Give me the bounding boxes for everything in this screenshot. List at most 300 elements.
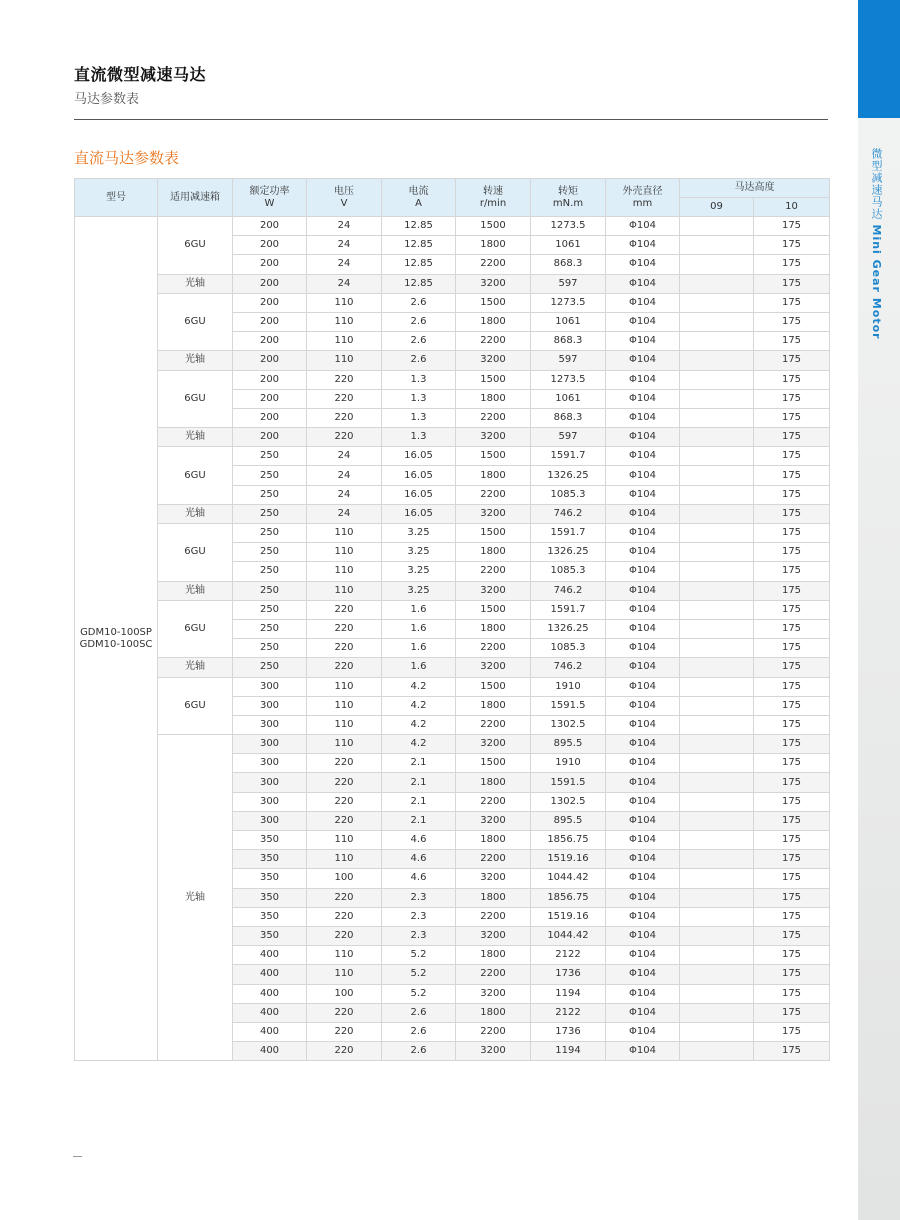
power-cell: 250 [233, 524, 307, 543]
power-cell: 250 [233, 447, 307, 466]
voltage-cell: 220 [307, 389, 382, 408]
voltage-cell: 110 [307, 581, 382, 600]
voltage-cell: 220 [307, 408, 382, 427]
speed-cell: 3200 [456, 1042, 531, 1061]
speed-cell: 1500 [456, 677, 531, 696]
h10-cell: 175 [754, 332, 830, 351]
power-cell: 250 [233, 466, 307, 485]
side-tab [858, 0, 900, 1220]
col-header-diameter [606, 179, 680, 217]
torque-cell: 597 [531, 428, 606, 447]
h10-cell: 175 [754, 696, 830, 715]
power-cell: 350 [233, 831, 307, 850]
current-cell: 16.05 [382, 504, 456, 523]
current-cell: 5.2 [382, 946, 456, 965]
torque-cell: 895.5 [531, 811, 606, 830]
table-row [75, 370, 830, 389]
col-header-speed-unit: r/min [479, 197, 507, 209]
diameter-cell: Φ104 [606, 504, 680, 523]
h10-cell: 175 [754, 447, 830, 466]
gearbox-cell: 6GU [158, 217, 233, 275]
power-cell: 300 [233, 754, 307, 773]
current-cell: 2.3 [382, 888, 456, 907]
table-row [75, 600, 830, 619]
h10-cell: 175 [754, 1042, 830, 1061]
voltage-cell: 110 [307, 332, 382, 351]
diameter-cell: Φ104 [606, 274, 680, 293]
power-cell: 350 [233, 907, 307, 926]
current-cell: 16.05 [382, 485, 456, 504]
col-header-voltage [307, 179, 382, 217]
h09-cell [680, 1003, 754, 1022]
speed-cell: 1800 [456, 946, 531, 965]
voltage-cell: 220 [307, 773, 382, 792]
voltage-cell: 110 [307, 965, 382, 984]
current-cell: 4.2 [382, 715, 456, 734]
diameter-cell: Φ104 [606, 332, 680, 351]
speed-cell: 3200 [456, 581, 531, 600]
torque-cell: 1302.5 [531, 715, 606, 734]
gearbox-cell: 6GU [158, 370, 233, 428]
h09-cell [680, 466, 754, 485]
torque-cell: 1273.5 [531, 217, 606, 236]
current-cell: 4.2 [382, 677, 456, 696]
diameter-cell: Φ104 [606, 312, 680, 331]
torque-cell: 2122 [531, 1003, 606, 1022]
current-cell: 12.85 [382, 236, 456, 255]
power-cell: 200 [233, 370, 307, 389]
speed-cell: 2200 [456, 639, 531, 658]
voltage-cell: 110 [307, 524, 382, 543]
torque-cell: 868.3 [531, 255, 606, 274]
speed-cell: 1500 [456, 524, 531, 543]
voltage-cell: 110 [307, 696, 382, 715]
power-cell: 300 [233, 811, 307, 830]
power-cell: 300 [233, 715, 307, 734]
power-cell: 350 [233, 888, 307, 907]
speed-cell: 2200 [456, 907, 531, 926]
h09-cell [680, 447, 754, 466]
col-header-torque-unit: mN.m [552, 197, 584, 209]
torque-cell: 1273.5 [531, 370, 606, 389]
current-cell: 1.6 [382, 639, 456, 658]
torque-cell: 1591.5 [531, 696, 606, 715]
power-cell: 350 [233, 926, 307, 945]
speed-cell: 2200 [456, 792, 531, 811]
current-cell: 5.2 [382, 984, 456, 1003]
current-cell: 2.6 [382, 293, 456, 312]
h10-cell: 175 [754, 658, 830, 677]
voltage-cell: 220 [307, 600, 382, 619]
h10-cell: 175 [754, 581, 830, 600]
side-tab-label [868, 148, 884, 340]
speed-cell: 3200 [456, 504, 531, 523]
speed-cell: 1500 [456, 217, 531, 236]
side-tab-accent-block [858, 0, 900, 118]
power-cell: 350 [233, 869, 307, 888]
table-row [75, 524, 830, 543]
h09-cell [680, 543, 754, 562]
speed-cell: 2200 [456, 485, 531, 504]
table-row [75, 677, 830, 696]
torque-cell: 746.2 [531, 581, 606, 600]
side-tab-label-en: Mini Gear Motor [870, 224, 883, 340]
current-cell: 2.1 [382, 773, 456, 792]
h10-cell: 175 [754, 888, 830, 907]
power-cell: 350 [233, 850, 307, 869]
diameter-cell: Φ104 [606, 926, 680, 945]
torque-cell: 1194 [531, 984, 606, 1003]
voltage-cell: 110 [307, 677, 382, 696]
h10-cell: 175 [754, 735, 830, 754]
h09-cell [680, 946, 754, 965]
voltage-cell: 110 [307, 850, 382, 869]
torque-cell: 1910 [531, 754, 606, 773]
table-row [75, 274, 830, 293]
h09-cell [680, 428, 754, 447]
diameter-cell: Φ104 [606, 524, 680, 543]
speed-cell: 1800 [456, 696, 531, 715]
torque-cell: 1591.7 [531, 600, 606, 619]
torque-cell: 1736 [531, 965, 606, 984]
h10-cell: 175 [754, 907, 830, 926]
gearbox-cell: 光轴 [158, 658, 233, 677]
diameter-cell: Φ104 [606, 754, 680, 773]
diameter-cell: Φ104 [606, 408, 680, 427]
h10-cell: 175 [754, 792, 830, 811]
current-cell: 4.6 [382, 850, 456, 869]
col-header-power-unit: W [264, 197, 275, 209]
model-name: GDM10-100SC [79, 638, 153, 650]
col-header-voltage-label: 电压 [334, 185, 354, 197]
header-divider [74, 119, 828, 120]
power-cell: 400 [233, 1003, 307, 1022]
col-header-current-label: 电流 [408, 185, 429, 197]
h09-cell [680, 217, 754, 236]
torque-cell: 746.2 [531, 658, 606, 677]
page-title: 直流微型减速马达 [74, 65, 207, 84]
voltage-cell: 220 [307, 926, 382, 945]
diameter-cell: Φ104 [606, 447, 680, 466]
power-cell: 400 [233, 984, 307, 1003]
h09-cell [680, 677, 754, 696]
table-row [75, 735, 830, 754]
power-cell: 250 [233, 562, 307, 581]
diameter-cell: Φ104 [606, 965, 680, 984]
diameter-cell: Φ104 [606, 1042, 680, 1061]
torque-cell: 1326.25 [531, 543, 606, 562]
h09-cell [680, 255, 754, 274]
h10-cell: 175 [754, 312, 830, 331]
speed-cell: 3200 [456, 735, 531, 754]
voltage-cell: 220 [307, 754, 382, 773]
diameter-cell: Φ104 [606, 600, 680, 619]
torque-cell: 1302.5 [531, 792, 606, 811]
h09-cell [680, 332, 754, 351]
current-cell: 1.3 [382, 408, 456, 427]
h09-cell [680, 562, 754, 581]
torque-cell: 1856.75 [531, 888, 606, 907]
torque-cell: 1061 [531, 236, 606, 255]
h10-cell: 175 [754, 217, 830, 236]
table-row [75, 658, 830, 677]
diameter-cell: Φ104 [606, 293, 680, 312]
gearbox-cell: 6GU [158, 447, 233, 505]
current-cell: 16.05 [382, 466, 456, 485]
power-cell: 250 [233, 485, 307, 504]
power-cell: 200 [233, 217, 307, 236]
diameter-cell: Φ104 [606, 831, 680, 850]
diameter-cell: Φ104 [606, 639, 680, 658]
diameter-cell: Φ104 [606, 351, 680, 370]
table-row [75, 351, 830, 370]
diameter-cell: Φ104 [606, 907, 680, 926]
torque-cell: 1736 [531, 1022, 606, 1041]
h10-cell: 175 [754, 274, 830, 293]
voltage-cell: 24 [307, 504, 382, 523]
power-cell: 400 [233, 946, 307, 965]
table-row [75, 428, 830, 447]
torque-cell: 1085.3 [531, 562, 606, 581]
h10-cell: 175 [754, 370, 830, 389]
voltage-cell: 110 [307, 831, 382, 850]
diameter-cell: Φ104 [606, 389, 680, 408]
diameter-cell: Φ104 [606, 792, 680, 811]
current-cell: 12.85 [382, 255, 456, 274]
gearbox-cell: 光轴 [158, 735, 233, 1061]
speed-cell: 2200 [456, 408, 531, 427]
current-cell: 2.6 [382, 351, 456, 370]
voltage-cell: 110 [307, 543, 382, 562]
gearbox-cell: 6GU [158, 677, 233, 735]
h09-cell [680, 926, 754, 945]
page-subtitle: 马达参数表 [74, 92, 140, 107]
h10-cell: 175 [754, 773, 830, 792]
torque-cell: 1519.16 [531, 907, 606, 926]
voltage-cell: 220 [307, 888, 382, 907]
h10-cell: 175 [754, 946, 830, 965]
speed-cell: 2200 [456, 1022, 531, 1041]
power-cell: 250 [233, 543, 307, 562]
diameter-cell: Φ104 [606, 888, 680, 907]
h10-cell: 175 [754, 869, 830, 888]
h09-cell [680, 485, 754, 504]
torque-cell: 1326.25 [531, 466, 606, 485]
voltage-cell: 24 [307, 255, 382, 274]
h10-cell: 175 [754, 236, 830, 255]
h09-cell [680, 888, 754, 907]
power-cell: 400 [233, 1022, 307, 1041]
table-body [75, 217, 830, 1061]
h09-cell [680, 408, 754, 427]
speed-cell: 3200 [456, 984, 531, 1003]
h09-cell [680, 524, 754, 543]
diameter-cell: Φ104 [606, 869, 680, 888]
speed-cell: 3200 [456, 926, 531, 945]
h09-cell [680, 773, 754, 792]
gearbox-cell: 6GU [158, 293, 233, 351]
current-cell: 12.85 [382, 217, 456, 236]
col-header-model: 型号 [75, 179, 158, 217]
current-cell: 1.6 [382, 600, 456, 619]
voltage-cell: 110 [307, 735, 382, 754]
h09-cell [680, 619, 754, 638]
diameter-cell: Φ104 [606, 677, 680, 696]
speed-cell: 2200 [456, 850, 531, 869]
diameter-cell: Φ104 [606, 1003, 680, 1022]
power-cell: 200 [233, 293, 307, 312]
torque-cell: 1061 [531, 312, 606, 331]
power-cell: 250 [233, 600, 307, 619]
power-cell: 250 [233, 658, 307, 677]
current-cell: 2.6 [382, 1042, 456, 1061]
diameter-cell: Φ104 [606, 543, 680, 562]
h09-cell [680, 1042, 754, 1061]
h09-cell [680, 370, 754, 389]
h10-cell: 175 [754, 408, 830, 427]
power-cell: 200 [233, 236, 307, 255]
col-header-voltage-unit: V [340, 197, 348, 209]
current-cell: 2.6 [382, 312, 456, 331]
h09-cell [680, 312, 754, 331]
h10-cell: 175 [754, 485, 830, 504]
torque-cell: 597 [531, 274, 606, 293]
speed-cell: 1800 [456, 773, 531, 792]
diameter-cell: Φ104 [606, 428, 680, 447]
voltage-cell: 24 [307, 485, 382, 504]
table-row [75, 581, 830, 600]
torque-cell: 597 [531, 351, 606, 370]
h09-cell [680, 504, 754, 523]
h10-cell: 175 [754, 562, 830, 581]
voltage-cell: 220 [307, 1042, 382, 1061]
current-cell: 2.6 [382, 1003, 456, 1022]
torque-cell: 1591.5 [531, 773, 606, 792]
h10-cell: 175 [754, 926, 830, 945]
h09-cell [680, 293, 754, 312]
torque-cell: 868.3 [531, 332, 606, 351]
h10-cell: 175 [754, 524, 830, 543]
h10-cell: 175 [754, 715, 830, 734]
power-cell: 250 [233, 504, 307, 523]
diameter-cell: Φ104 [606, 581, 680, 600]
diameter-cell: Φ104 [606, 773, 680, 792]
voltage-cell: 110 [307, 946, 382, 965]
diameter-cell: Φ104 [606, 1022, 680, 1041]
h09-cell [680, 351, 754, 370]
voltage-cell: 220 [307, 811, 382, 830]
h10-cell: 175 [754, 850, 830, 869]
h10-cell: 175 [754, 389, 830, 408]
speed-cell: 1800 [456, 543, 531, 562]
h09-cell [680, 1022, 754, 1041]
h10-cell: 175 [754, 293, 830, 312]
speed-cell: 1500 [456, 293, 531, 312]
diameter-cell: Φ104 [606, 696, 680, 715]
current-cell: 1.6 [382, 658, 456, 677]
diameter-cell: Φ104 [606, 850, 680, 869]
speed-cell: 1800 [456, 831, 531, 850]
col-header-diameter-unit: mm [632, 197, 653, 209]
current-cell: 3.25 [382, 581, 456, 600]
voltage-cell: 110 [307, 562, 382, 581]
diameter-cell: Φ104 [606, 735, 680, 754]
voltage-cell: 220 [307, 792, 382, 811]
power-cell: 200 [233, 274, 307, 293]
h10-cell: 175 [754, 351, 830, 370]
torque-cell: 746.2 [531, 504, 606, 523]
torque-cell: 1085.3 [531, 485, 606, 504]
current-cell: 2.3 [382, 907, 456, 926]
power-cell: 200 [233, 428, 307, 447]
power-cell: 400 [233, 1042, 307, 1061]
speed-cell: 1800 [456, 888, 531, 907]
current-cell: 5.2 [382, 965, 456, 984]
speed-cell: 1800 [456, 619, 531, 638]
col-header-torque [531, 179, 606, 217]
torque-cell: 1194 [531, 1042, 606, 1061]
diameter-cell: Φ104 [606, 370, 680, 389]
current-cell: 4.6 [382, 869, 456, 888]
gearbox-cell: 6GU [158, 600, 233, 658]
col-header-current [382, 179, 456, 217]
table-row [75, 217, 830, 236]
gearbox-cell: 光轴 [158, 351, 233, 370]
h09-cell [680, 735, 754, 754]
speed-cell: 2200 [456, 715, 531, 734]
table-row [75, 293, 830, 312]
speed-cell: 3200 [456, 811, 531, 830]
current-cell: 2.1 [382, 792, 456, 811]
current-cell: 1.3 [382, 370, 456, 389]
voltage-cell: 110 [307, 293, 382, 312]
speed-cell: 1800 [456, 312, 531, 331]
h09-cell [680, 811, 754, 830]
speed-cell: 1800 [456, 236, 531, 255]
h09-cell [680, 389, 754, 408]
voltage-cell: 100 [307, 869, 382, 888]
h10-cell: 175 [754, 984, 830, 1003]
voltage-cell: 24 [307, 236, 382, 255]
torque-cell: 1061 [531, 389, 606, 408]
h09-cell [680, 869, 754, 888]
current-cell: 12.85 [382, 274, 456, 293]
diameter-cell: Φ104 [606, 619, 680, 638]
torque-cell: 868.3 [531, 408, 606, 427]
current-cell: 4.2 [382, 735, 456, 754]
h09-cell [680, 658, 754, 677]
h09-cell [680, 236, 754, 255]
h09-cell [680, 696, 754, 715]
current-cell: 2.1 [382, 811, 456, 830]
speed-cell: 3200 [456, 869, 531, 888]
diameter-cell: Φ104 [606, 466, 680, 485]
gearbox-cell: 光轴 [158, 274, 233, 293]
h09-cell [680, 792, 754, 811]
h09-cell [680, 715, 754, 734]
torque-cell: 895.5 [531, 735, 606, 754]
voltage-cell: 220 [307, 428, 382, 447]
torque-cell: 1519.16 [531, 850, 606, 869]
speed-cell: 1500 [456, 447, 531, 466]
h10-cell: 175 [754, 831, 830, 850]
current-cell: 3.25 [382, 524, 456, 543]
power-cell: 200 [233, 408, 307, 427]
power-cell: 300 [233, 696, 307, 715]
h10-cell: 175 [754, 1003, 830, 1022]
voltage-cell: 24 [307, 217, 382, 236]
h10-cell: 175 [754, 255, 830, 274]
